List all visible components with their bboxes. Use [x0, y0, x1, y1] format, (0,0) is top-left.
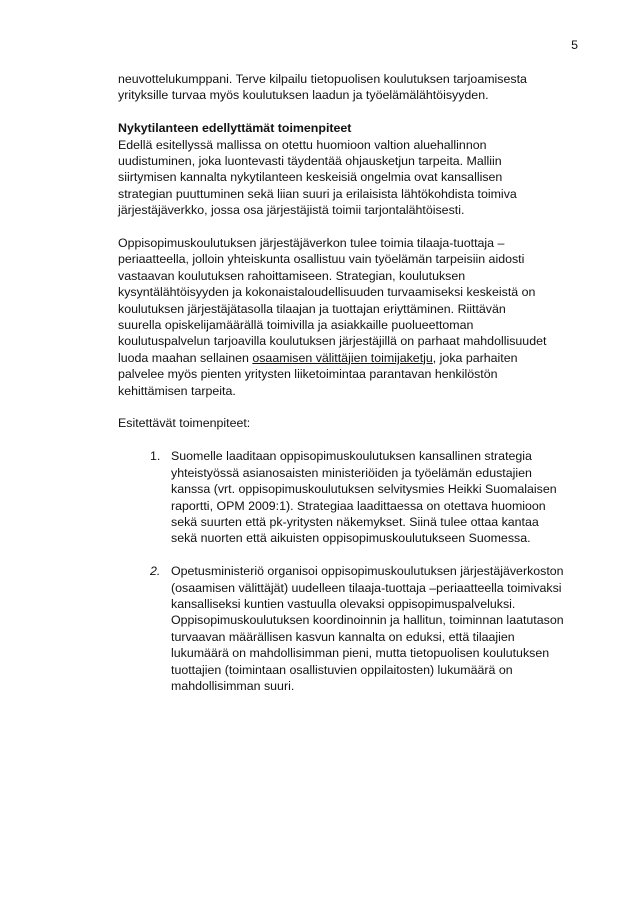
text-line: mahdollisimman suuri. — [171, 678, 295, 693]
text-line: vastaavan koulutuksen rahoittamiseen. Strategian, koulutuksen — [118, 268, 466, 283]
section-current-situation — [118, 120, 588, 218]
text-line: neuvottelukumppani. Terve kilpailu tietopuolisen koulutuksen tarjoamisesta — [118, 72, 527, 86]
list-number: 2. — [150, 564, 161, 579]
paragraph-network — [118, 235, 588, 399]
underlined-term: osaamisen välittäjien toimijaketju — [252, 350, 433, 365]
text-line: sekä nuorten että aikuisten oppisopimuskoulutukseen Suomessa. — [171, 531, 531, 546]
text-line: kanssa (vrt. oppisopimuskoulutuksen selvitysmies Heikki Suomalaisen — [171, 482, 557, 497]
text-line: uudistuminen, joka luontevasti täydentää ohjausketjun tarpeita. Malliin — [118, 154, 502, 169]
list-item — [118, 563, 588, 694]
text-line: strategian puuttuminen sekä liian suuri ja erilaisista lähtökohdista toimiva — [118, 186, 517, 201]
paragraph-measures-intro: Esitettävät toimenpiteet: — [118, 416, 251, 431]
text-line: koulutuksen järjestäjätasolla tilaajan ja tuottajan eriyttäminen. Riittävän — [118, 301, 506, 316]
text-line: järjestäjäverkko, jossa osa järjestäjistä toimii tarjontalähtöisesti. — [118, 203, 465, 218]
list-item — [118, 448, 588, 546]
page-number: 5 — [571, 38, 578, 52]
text-line: suurella opiskelijamäärällä toimivilla ja asiakkaille puolueettoman — [118, 318, 474, 333]
text-segment: , joka parhaiten — [432, 350, 518, 365]
text-line: (osaamisen välittäjät) uudelleen tilaaja-tuottaja –periaatteella toimivaksi — [171, 580, 562, 595]
text-line: palvelee myös pienten yritysten liiketoimintaa parantavan henkilöstön — [118, 367, 498, 382]
text-segment: luoda maahan sellainen — [118, 350, 253, 365]
text-line: yhteistyössä asianosaisten ministeriöiden ja työelämän edustajien — [171, 465, 532, 480]
measures-list — [118, 448, 588, 694]
text-line: Oppisopimuskoulutuksen järjestäjäverkon tulee toimia tilaaja-tuottaja – — [118, 236, 505, 251]
paragraph-intro — [118, 71, 588, 104]
text-line: Suomelle laaditaan oppisopimuskoulutuksen kansallinen strategia — [171, 449, 532, 464]
text-line: koulutuspalvelun tarjoavilla koulutuksen järjestäjillä on parhaat mahdollisuudet — [118, 334, 547, 349]
text-line: turvaavan määrällisen kasvun kannalta on eduksi, että tilaajien — [171, 629, 515, 644]
text-line: yrityksille turvaa myös koulutuksen laadun ja työelämälähtöisyyden. — [118, 88, 489, 103]
text-line: Edellä esitellyssä mallissa on otettu huomioon valtion aluehallinnon — [118, 137, 487, 152]
text-line — [118, 350, 588, 366]
text-line: sekä suurten että pk-yritysten näkemykset. Siinä tulee ottaa kantaa — [171, 514, 539, 529]
text-line: kysyntälähtöisyyden ja kokonaistaloudellisuuden turvaamiseksi keskeistä on — [118, 285, 536, 300]
text-line: lukumäärä on mahdollisimman pieni, mutta tietopuolisen koulutuksen — [171, 646, 550, 661]
text-line: periaatteella, jolloin yhteiskunta osallistuu vain työelämän tarpeisiin aidosti — [118, 252, 525, 267]
text-line: raportti, OPM 2009:1). Strategiaa laadittaessa on otettava huomioon — [171, 498, 546, 513]
text-line: siirtymisen kannalta nykytilanteen keskeisiä ongelmia ovat kansallisen — [118, 170, 503, 185]
text-line: Oppisopimuskoulutuksen koordinoinnin ja hallitun, toiminnan laatutason — [171, 613, 564, 628]
text-line: Opetusministeriö organisoi oppisopimuskoulutuksen järjestäjäverkoston — [171, 564, 564, 579]
text-line: kansalliseksi kuntien vastuulla olevaksi oppisopimuspalveluksi. — [171, 596, 516, 611]
list-number: 1. — [150, 449, 161, 464]
text-line: kehittämisen tarpeita. — [118, 383, 236, 398]
text-line: tuottajien (toimintaan osallistuvien oppilaitosten) lukumäärä on — [171, 662, 513, 677]
document-body — [118, 71, 588, 711]
section-heading: Nykytilanteen edellyttämät toimenpiteet — [118, 121, 352, 136]
